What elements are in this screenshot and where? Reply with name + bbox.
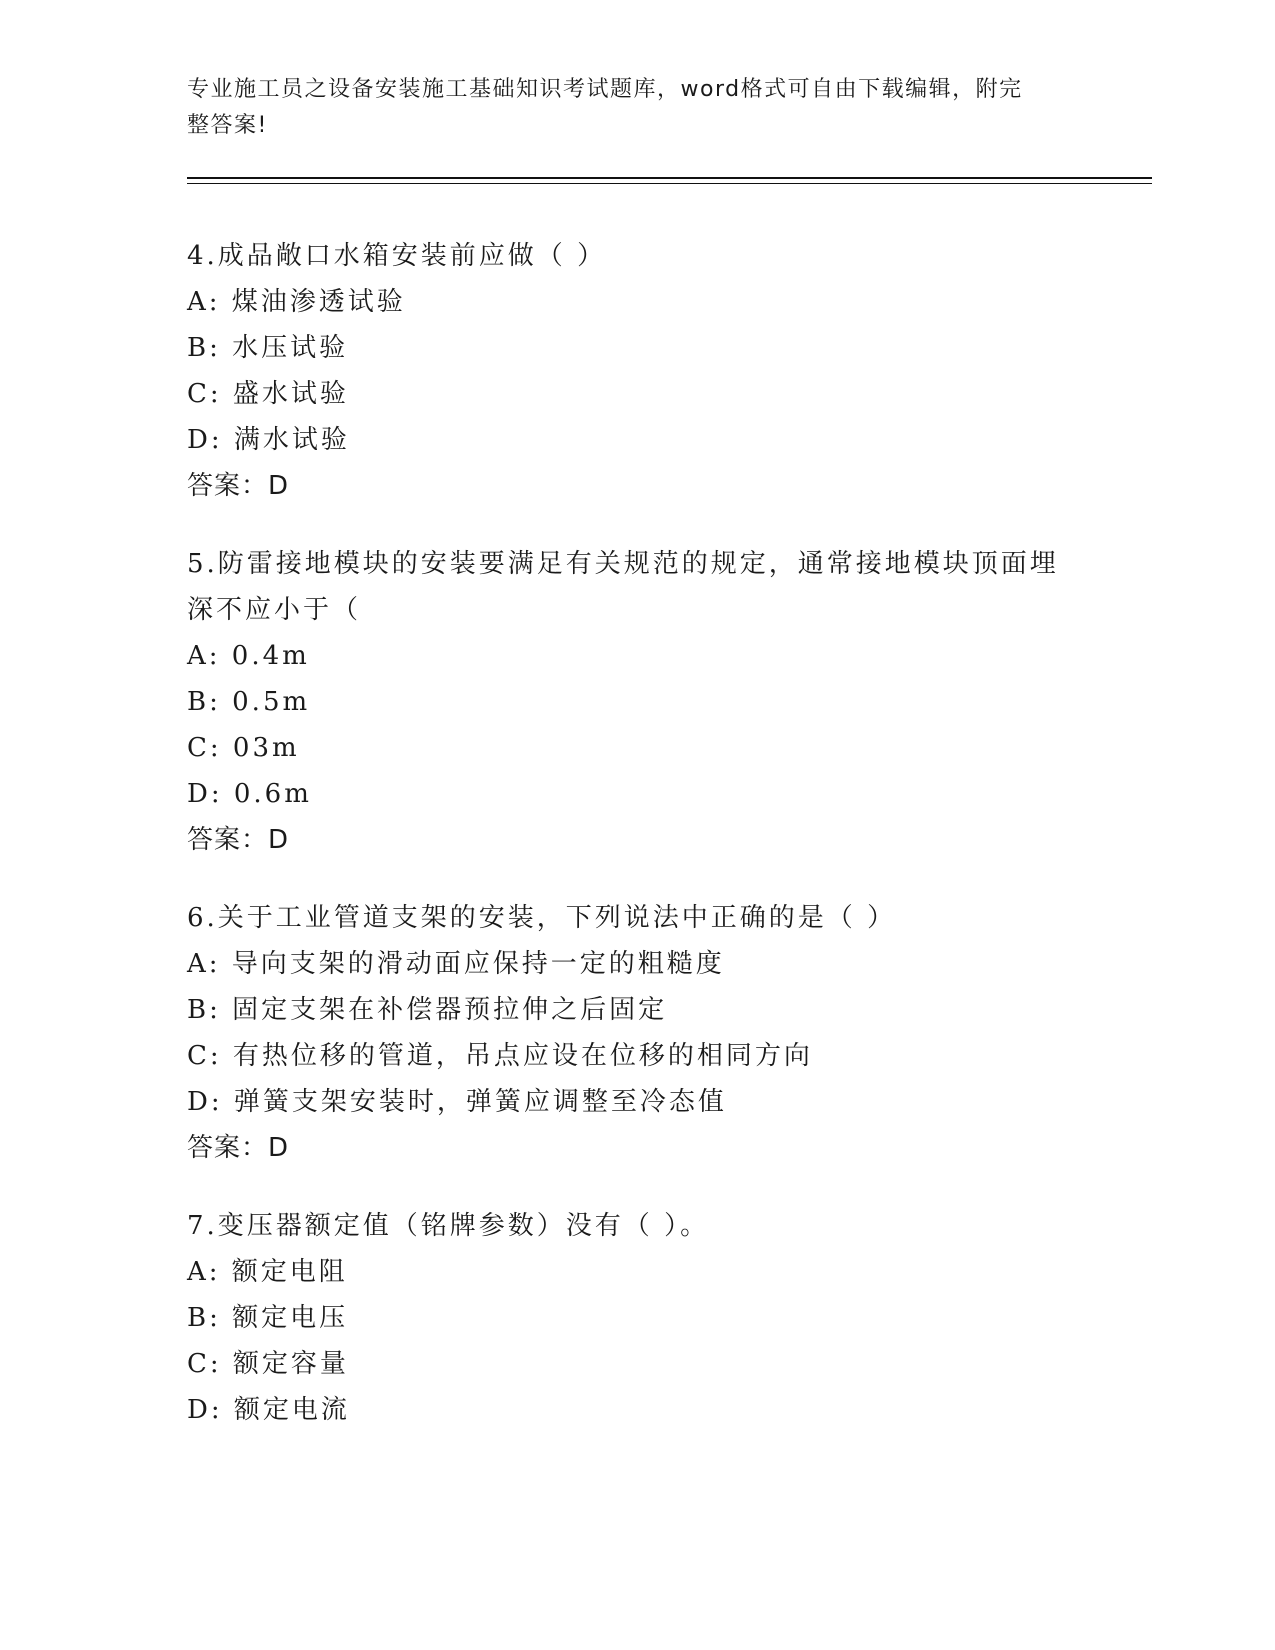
question-5 bbox=[187, 541, 1087, 863]
question-stem: 4.成品敞口水箱安装前应做（ ） bbox=[187, 241, 607, 271]
answer: 答案：D bbox=[187, 825, 290, 855]
option-b: B: 额定电压 bbox=[187, 1303, 349, 1333]
option-c: C: 额定容量 bbox=[187, 1349, 349, 1379]
document-header bbox=[187, 72, 1067, 144]
option-a: A: 额定电阻 bbox=[187, 1257, 348, 1287]
option-d: D: 满水试验 bbox=[187, 425, 350, 455]
header-line-2: 整答案! bbox=[187, 113, 268, 138]
header-line-1: 专业施工员之设备安装施工基础知识考试题库，word格式可自由下载编辑，附完 bbox=[187, 77, 1023, 102]
question-list bbox=[187, 233, 1087, 1465]
option-b: B: 0.5m bbox=[187, 687, 311, 717]
question-4 bbox=[187, 233, 1087, 509]
question-stem: 5.防雷接地模块的安装要满足有关规范的规定，通常接地模块顶面埋 bbox=[187, 549, 1059, 579]
option-d: D: 弹簧支架安装时，弹簧应调整至冷态值 bbox=[187, 1087, 727, 1117]
question-stem: 7.变压器额定值（铭牌参数）没有（ ）。 bbox=[187, 1211, 710, 1241]
header-divider-thick bbox=[187, 177, 1152, 179]
option-c: C: 盛水试验 bbox=[187, 379, 349, 409]
question-stem-continued: 深不应小于（ bbox=[187, 595, 362, 625]
question-6 bbox=[187, 895, 1087, 1171]
option-b: B: 固定支架在补偿器预拉伸之后固定 bbox=[187, 995, 668, 1025]
answer: 答案：D bbox=[187, 1133, 290, 1163]
option-b: B: 水压试验 bbox=[187, 333, 349, 363]
answer: 答案：D bbox=[187, 471, 290, 501]
option-c: C: 03m bbox=[187, 733, 300, 763]
header-divider-thin bbox=[187, 183, 1152, 184]
option-d: D: 额定电流 bbox=[187, 1395, 350, 1425]
option-a: A: 煤油渗透试验 bbox=[187, 287, 406, 317]
question-7 bbox=[187, 1203, 1087, 1433]
option-a: A: 0.4m bbox=[187, 641, 310, 671]
option-c: C: 有热位移的管道，吊点应设在位移的相同方向 bbox=[187, 1041, 813, 1071]
question-stem: 6.关于工业管道支架的安装，下列说法中正确的是（ ） bbox=[187, 903, 897, 933]
option-a: A: 导向支架的滑动面应保持一定的粗糙度 bbox=[187, 949, 725, 979]
option-d: D: 0.6m bbox=[187, 779, 312, 809]
